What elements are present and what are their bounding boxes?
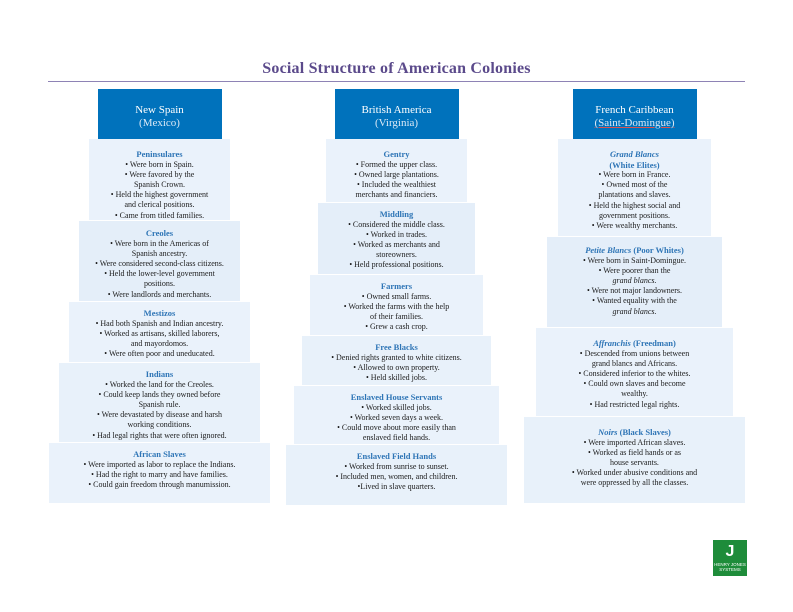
tier-item: • Worked seven days a week. — [349, 412, 444, 422]
tier-item: • Owned large plantations. — [354, 169, 439, 179]
tier-title — [524, 427, 745, 438]
tier-item: were oppressed by all the classes. — [580, 478, 689, 488]
tier-item: grand blancs. — [612, 275, 657, 285]
tier-african-slaves — [49, 443, 270, 503]
tier-title — [536, 338, 733, 349]
tier-item: house servants. — [610, 457, 659, 467]
tier-item: • Had the right to marry and have families. — [91, 469, 228, 479]
tier-item: • Wanted equality with the — [592, 296, 677, 306]
tier-item: • Considered the middle class. — [348, 219, 445, 229]
tier-item: • Were considered second-class citizens. — [95, 258, 224, 268]
tier-item: of their families. — [369, 311, 424, 321]
tier-indians — [59, 363, 260, 442]
tier-title: Indians — [145, 369, 174, 379]
tier-item: • Worked as artisans, skilled laborers, — [99, 328, 220, 338]
tier-title: Peninsulares — [136, 149, 183, 159]
tier-title: African Slaves — [133, 449, 186, 459]
tier-mestizos — [69, 302, 250, 362]
tier-enslaved-field-hands — [286, 445, 507, 505]
tier-title-italic: Affranchis — [593, 338, 631, 348]
tier-item: • Were born in the Americas of — [110, 238, 209, 248]
tier-item: storeowners. — [376, 250, 417, 260]
column-header — [573, 89, 697, 139]
tier-item: • Came from titled families. — [114, 210, 205, 220]
tier-title: Mestizos — [143, 308, 176, 318]
tier-item: Spanish Crown. — [133, 179, 186, 189]
publisher-logo — [713, 540, 747, 576]
tier-item: • Owned most of the — [601, 180, 668, 190]
tier-farmers — [310, 275, 483, 335]
tier-title-rest: (White Elites) — [609, 159, 660, 170]
tier-item: • Worked the farms with the help — [343, 301, 450, 311]
logo-mark: J — [725, 543, 735, 560]
tier-item: working conditions. — [127, 420, 192, 430]
tier-title — [547, 245, 722, 256]
tier-item: • Included the wealthiest — [357, 179, 436, 189]
column-heading: New Spain — [135, 104, 184, 116]
column-heading: British America — [361, 104, 432, 116]
tier-title: Creoles — [145, 228, 174, 238]
tier-item: • Held the lower-level government — [104, 269, 215, 279]
tier-free-blacks — [302, 336, 491, 385]
tier-title: Farmers — [380, 281, 413, 291]
tier-title: Middling — [379, 209, 414, 219]
tier-item: grand blancs and Africans. — [591, 358, 678, 368]
tier-item: •Lived in slave quarters. — [357, 481, 436, 491]
tier-item: • Could move about more easily than — [337, 422, 456, 432]
column-header — [335, 89, 459, 139]
tier-item: • Were often poor and uneducated. — [104, 349, 215, 359]
tier-noirs — [524, 417, 745, 503]
logo-text: HENRY JONES SYSTEMS — [714, 562, 746, 572]
tier-item: • Worked as field hands or as — [587, 447, 682, 457]
tier-item: government positions. — [598, 210, 671, 220]
tier-item: • Descended from unions between — [579, 348, 690, 358]
tier-item: • Were imported as labor to replace the Indians. — [83, 459, 236, 469]
tier-item: merchants and financiers. — [355, 190, 438, 200]
tier-title-italic: Grand Blancs — [610, 149, 659, 159]
tier-item: • Had legal rights that were often ignored. — [92, 430, 227, 440]
tier-item: enslaved field hands. — [362, 433, 431, 443]
page-title: Social Structure of American Colonies — [262, 60, 531, 77]
tier-item: • Were born in France. — [598, 170, 671, 179]
tier-title: Enslaved Field Hands — [356, 451, 437, 461]
tier-item: • Held professional positions. — [349, 260, 444, 270]
tier-item: • Worked in trades. — [365, 229, 428, 239]
tier-middling — [318, 203, 475, 274]
tier-item: • Were not major landowners. — [586, 286, 683, 296]
tier-item: • Allowed to own property. — [353, 362, 440, 372]
tier-affranchis — [536, 328, 733, 416]
tier-item: • Had restricted legal rights. — [589, 399, 680, 409]
tier-title: Gentry — [383, 149, 410, 159]
tier-title-italic: Noirs — [598, 427, 618, 437]
column-french-caribbean — [521, 89, 748, 504]
tier-title-rest: (Freedman) — [630, 338, 676, 348]
tier-item: and clerical positions. — [124, 200, 195, 210]
tier-item: Spanish ancestry. — [131, 248, 188, 258]
column-header — [98, 89, 222, 139]
tier-item: • Grew a cash crop. — [365, 322, 428, 332]
tier-item: • Were born in Spain. — [125, 159, 194, 169]
tier-peninsulares — [89, 139, 230, 220]
column-subheading: (Saint-Domingue) — [594, 117, 675, 129]
tier-item: • Were wealthy merchants. — [591, 221, 678, 231]
tier-item: • Were devastated by disease and harsh — [96, 410, 223, 420]
tier-item: • Worked from sunrise to sunset. — [344, 461, 449, 471]
tier-item: • Could gain freedom through manumission. — [88, 479, 231, 489]
tier-item: • Worked under abusive conditions and — [571, 468, 698, 478]
tier-item: • Were landlords and merchants. — [107, 289, 212, 299]
tier-item: • Held the highest social and — [588, 200, 681, 210]
tier-item: grand blancs. — [612, 306, 657, 316]
tier-title-rest: (Poor Whites) — [631, 245, 684, 255]
tier-item: • Could own slaves and become — [583, 379, 686, 389]
tier-item: • Were imported African slaves. — [583, 437, 686, 447]
tier-item: • Formed the upper class. — [355, 159, 438, 169]
tier-grand-blancs — [558, 139, 711, 236]
tier-petite-blancs — [547, 237, 722, 327]
column-new-spain — [46, 89, 273, 504]
column-british-america — [283, 89, 510, 506]
tier-item: • Held skilled jobs. — [365, 372, 428, 382]
tier-item: • Were poorer than the — [598, 265, 671, 275]
tier-item: Spanish rule. — [138, 399, 181, 409]
tier-item: • Held the highest government — [110, 190, 209, 200]
tier-gentry — [326, 139, 467, 202]
tier-item: • Denied rights granted to white citizens. — [331, 352, 462, 362]
tier-item: plantations and slaves. — [598, 190, 671, 200]
column-heading: French Caribbean — [595, 104, 674, 116]
tier-item: and mayordomos. — [130, 338, 189, 348]
tier-title: Enslaved House Servants — [350, 392, 443, 402]
tier-title-rest: (Black Slaves) — [617, 427, 671, 437]
tier-item: • Worked as merchants and — [353, 239, 440, 249]
tier-item: • Could keep lands they owned before — [98, 389, 221, 399]
tier-item: positions. — [144, 279, 175, 289]
tier-item: • Worked skilled jobs. — [361, 402, 432, 412]
tier-item: • Were favored by the — [124, 169, 195, 179]
tier-item: • Were born in Saint-Domingue. — [582, 255, 687, 265]
column-subheading: (Mexico) — [139, 117, 180, 129]
tier-enslaved-house-servants — [294, 386, 499, 444]
tier-item: • Included men, women, and children. — [335, 471, 458, 481]
tier-title-italic: Petite Blancs — [585, 245, 632, 255]
tier-item: • Worked the land for the Creoles. — [105, 379, 214, 389]
tier-title — [558, 149, 711, 170]
tier-item: • Owned small farms. — [361, 291, 432, 301]
title-divider — [48, 81, 745, 82]
tier-item: • Considered inferior to the whites. — [578, 368, 691, 378]
tier-item: wealthy. — [621, 389, 648, 399]
column-subheading: (Virginia) — [374, 117, 419, 129]
tier-creoles — [79, 221, 240, 301]
tier-item: • Had both Spanish and Indian ancestry. — [95, 318, 224, 328]
tier-title: Free Blacks — [375, 342, 418, 352]
